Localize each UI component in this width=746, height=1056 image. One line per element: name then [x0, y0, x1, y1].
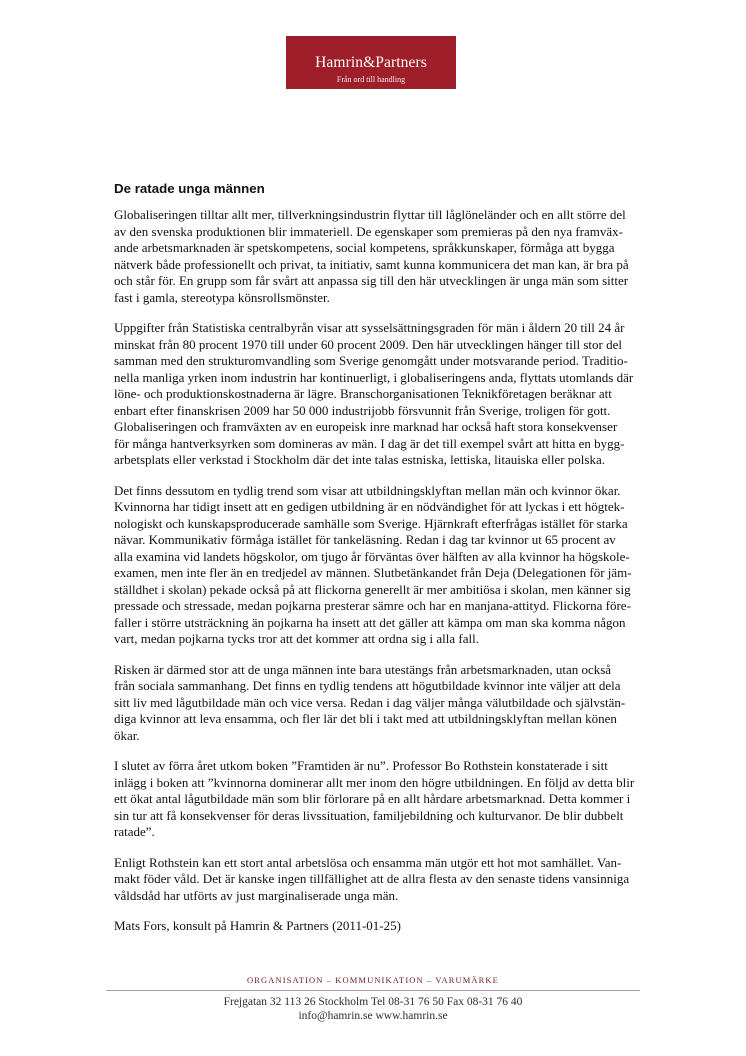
text-line: Globaliseringen och framväxten av en europeisk inre marknad har också haft stora konsekvenser — [114, 419, 618, 434]
paragraph — [114, 483, 664, 648]
text-line: Enligt Rothstein kan ett stort antal arbetslösa och ensamma män utgör ett hot mot samhället. Van- — [114, 854, 622, 870]
paragraph — [114, 758, 664, 841]
text-line: ratade”. — [114, 824, 155, 839]
text-line: och står för. En grupp som får svårt att anpassa sig till den här utvecklingen är unga män som sitter — [114, 273, 629, 288]
text-line: pressade och stressade, medan pojkarna presterar sämre och har en manjana-attityd. Flickorna före- — [114, 598, 631, 613]
text-line: Det finns dessutom en tydlig trend som visar att utbildningsklyftan mellan män och kvinnor ökar. — [114, 482, 621, 498]
signature-paragraph — [114, 918, 664, 935]
text-line: vart, medan pojkarna tycks tror att det kommer att ordna sig i alla fall. — [114, 631, 479, 646]
text-line: examen, men inte fler än en tredjedel av männen. Slutbetänkandet från Deja (Delegationen för jäm- — [114, 565, 632, 580]
text-line: diga kvinnor att leva ensamma, och fler lär det bli i takt med att utbildningsklyftan mellan könen — [114, 711, 617, 726]
text-line: ökar. — [114, 727, 140, 743]
footer-tagline: ORGANISATION – KOMMUNIKATION – VARUMÄRKE — [247, 975, 499, 985]
text-line: faller i större utsträckning än pojkarna ha insett att det gäller att kämpa om man ska komma någon — [114, 614, 626, 630]
text-line: minskat från 80 procent 1970 till under 60 procent 2009. Den här utvecklingen hänger till stor del — [114, 336, 622, 352]
footer-web: info@hamrin.se www.hamrin.se — [298, 1009, 448, 1022]
text-line: enbart efter finanskrisen 2009 har 50 000 industrijobb försvunnit från Sverige, troligen för gott. — [114, 402, 611, 418]
paragraph — [114, 320, 664, 469]
text-line: för många hantverksyrken som domineras av män. I dag är det till exempel svårt att hitta en bygg- — [114, 435, 625, 451]
text-line: ande arbetsmarknaden är spetskompetens, social kompetens, språkkunskaper, förmåga att bygga — [114, 240, 615, 255]
text-line: sin tur att få konsekvenser för deras livssituation, familjebildning och kulturvanor. De blir dubbelt — [114, 807, 624, 823]
text-line: makt föder våld. Det är kanske ingen tillfällighet att de allra flesta av den senaste tidens vansinniga — [114, 871, 630, 886]
footer-address: Frejgatan 32 113 26 Stockholm Tel 08-31 76 50 Fax 08-31 76 40 — [223, 996, 523, 1008]
text-line: nätverk både professionellt och privat, ta initiativ, samt kunna kommunicera det man kan, är bra på — [114, 256, 629, 272]
logo-name: Hamrin&Partners — [315, 54, 427, 71]
text-line: Uppgifter från Statistiska centralbyrån visar att sysselsättningsgraden för män i åldern 20 till 24 år — [114, 320, 625, 335]
paragraph — [114, 855, 664, 905]
article-title: De ratade unga männen — [114, 181, 265, 196]
footer-divider — [106, 990, 640, 991]
text-line: löne- och produktionskostnaderna är lägre. Branschorganisationen Teknikföretagen beräknar att — [114, 386, 612, 401]
signature-line: Mats Fors, konsult på Hamrin & Partners (2011-01-25) — [114, 918, 401, 933]
text-line: nologiskt och kunskapsproducerade samhälle som Sverige. Hjärnkraft efterfrågas istället för starka — [114, 515, 628, 531]
page-footer — [0, 974, 746, 1023]
text-line: alla examina vid landets högskolor, om tjugo år förväntas över hälften av alla kvinnor ha högskole- — [114, 548, 630, 564]
text-line: fast i gamla, stereotypa könsrollsmönster. — [114, 289, 330, 305]
text-line: ett ökat antal lågutbildade män som blir förlorare på en allt hårdare arbetsmarknad. Detta kommer i — [114, 791, 631, 806]
text-line: I slutet av förra året utkom boken ”Framtiden är nu”. Professor Bo Rothstein konstaterade i sitt — [114, 758, 608, 773]
paragraph — [114, 207, 664, 306]
text-line: arbetsplats eller verkstad i Stockholm där det inte talas estniska, lettiska, litauiska eller polska. — [114, 452, 605, 467]
article-body — [114, 207, 664, 949]
text-line: nävar. Kommunikativ förmåga istället för tankeläsning. Redan i dag tar kvinnor ut 65 procent av — [114, 532, 616, 547]
text-line: ställdhet i skolan) pekade också på att flickorna generellt är mer ambitiösa i skolan, men känner sig — [114, 581, 631, 597]
text-line: Globaliseringen tilltar allt mer, tillverkningsindustrin flyttar till låglöneländer och en allt större del — [114, 207, 626, 222]
text-line: Kvinnorna har tidigt insett att en gedigen utbildning är en nödvändighet för att lyckas i ett högtek- — [114, 499, 625, 514]
text-line: våldsdåd har utförts av just marginaliserade unga män. — [114, 887, 399, 903]
text-line: inlägg i boken att ”kvinnorna dominerar allt mer inom den högre utbildningen. En följd av detta blir — [114, 774, 635, 790]
text-line: Risken är därmed stor att de unga männen inte bara utestängs från arbetsmarknaden, utan också — [114, 661, 612, 677]
text-line: samman med den strukturomvandling som Sverige genomgått under motsvarande period. Traditio- — [114, 353, 628, 368]
logo-tagline: Från ord till handling — [336, 75, 406, 84]
company-logo — [286, 36, 456, 89]
text-line: från sociala sammanhang. Det finns en tydlig tendens att högutbildade kvinnor inte väljer att dela — [114, 678, 621, 693]
text-line: sitt liv med lågutbildade män och vice versa. Redan i dag väljer många välutbildade och självstän- — [114, 694, 626, 710]
paragraph — [114, 662, 664, 745]
text-line: av den svenska produktionen blir immateriell. De egenskaper som premieras på den nya framväx- — [114, 223, 623, 239]
text-line: nella manliga yrken inom industrin har kontinuerligt, i globaliseringens anda, flyttats utomlands där — [114, 369, 634, 385]
